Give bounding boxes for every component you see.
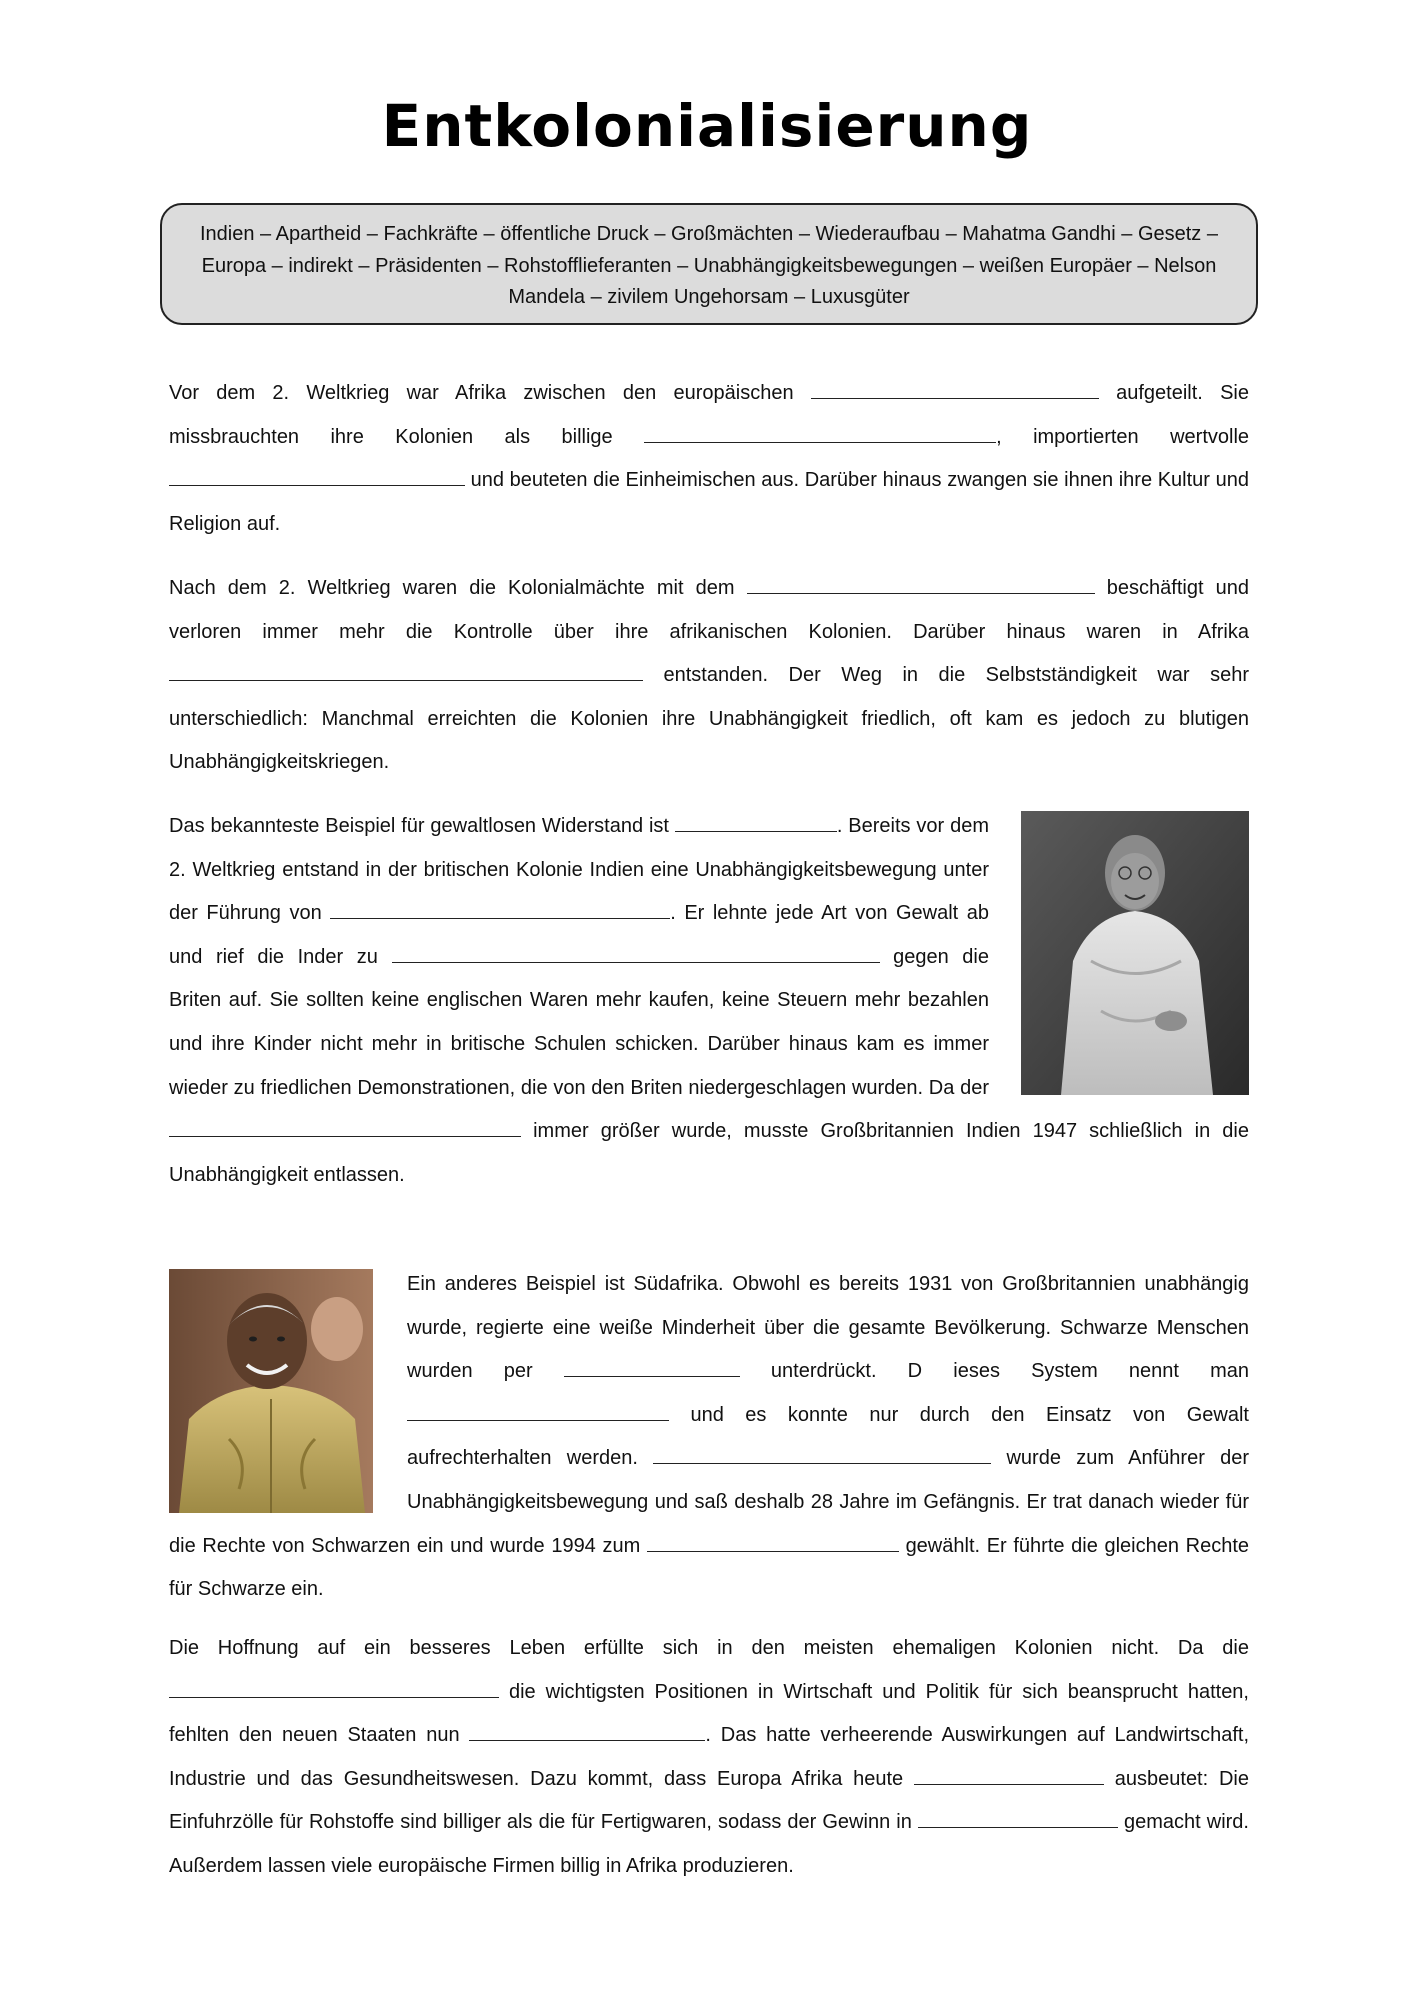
paragraph-2 <box>169 567 1249 785</box>
text: wurde zum Anführer der Unabhängigkeitsbewegung und saß deshalb 28 Jahre im Gefängnis. Er trat danach wieder für die Rechte von Schwarzen ein und wurde 1994 zum <box>169 1447 1250 1557</box>
blank-14[interactable] <box>169 1679 499 1698</box>
word-bank-box <box>160 203 1258 325</box>
blank-13[interactable] <box>647 1533 899 1552</box>
word-bank-text: Indien – Apartheid – Fachkräfte – öffentliche Druck – Großmächten – Wiederaufbau – Mahatma Gandhi – Gesetz – Europa – indirekt – Präsidenten – Rohstofflieferanten – Unabhängigkeitsbewegungen – weißen Europäer – Nelson Mandela – zivilem Ungehorsam – Luxusgüter <box>200 223 1218 308</box>
blank-12[interactable] <box>653 1445 991 1464</box>
blank-1[interactable] <box>811 380 1099 399</box>
text: Die Hoffnung auf ein besseres Leben erfüllte sich in den meisten ehemaligen Kolonien nicht. Da die <box>169 1637 1249 1659</box>
blank-2[interactable] <box>644 424 996 443</box>
text: Vor dem 2. Weltkrieg war Afrika zwischen den europäischen <box>169 382 794 404</box>
blank-8[interactable] <box>392 944 880 963</box>
text: Das bekannteste Beispiel für gewaltlosen Widerstand ist <box>169 815 669 837</box>
paragraph-5 <box>169 1627 1249 1889</box>
blank-6[interactable] <box>675 813 837 832</box>
blank-4[interactable] <box>747 575 1095 594</box>
text: und es konnte nur durch den Einsatz von Gewalt aufrechterhalten werden. <box>407 1403 1249 1470</box>
paragraph-3 <box>169 805 1249 1197</box>
text: und beuteten die Einheimischen aus. Darüber hinaus zwangen sie ihnen ihre Kultur und Religion auf. <box>169 469 1249 535</box>
text: Ein anderes Beispiel ist Südafrika. Obwohl es bereits 1931 von Großbritannien unabhängig wurde, regierte eine weiße Minderheit über die gesamte Bevölkerung. Schwarze Menschen wurden per <box>407 1273 1249 1383</box>
text: . Bereits vor dem 2. Weltkrieg entstand in der britischen Kolonie Indien eine Unabhängigkeitsbewegung unter der Führung von <box>169 815 989 925</box>
text: Nach dem 2. Weltkrieg waren die Kolonialmächte mit dem <box>169 577 735 599</box>
blank-9[interactable] <box>169 1118 521 1137</box>
blank-11[interactable] <box>407 1402 669 1421</box>
text: immer größer wurde, musste Großbritannien Indien 1947 schließlich in die Unabhängigkeit entlassen. <box>169 1120 1249 1186</box>
paragraph-1 <box>169 372 1249 546</box>
blank-10[interactable] <box>564 1358 740 1377</box>
mandela-photo <box>169 1269 373 1513</box>
text: unterdrückt. D ieses System nennt man <box>770 1360 1249 1383</box>
blank-3[interactable] <box>169 467 465 486</box>
blank-15[interactable] <box>469 1722 705 1741</box>
paragraph-4 <box>169 1263 1249 1612</box>
text: die wichtigsten Positionen in Wirtschaft und Politik für sich beansprucht hatten, fehlten den neuen Staaten nun <box>169 1680 1249 1747</box>
text: , importierten wertvolle <box>996 425 1250 448</box>
blank-16[interactable] <box>914 1766 1104 1785</box>
gandhi-photo <box>1021 811 1249 1095</box>
text: . Er lehnte jede Art von Gewalt ab und rief die Inder zu <box>169 902 989 968</box>
text: . Das hatte verheerende Auswirkungen auf Landwirtschaft, Industrie und das Gesundheitswesen. Dazu kommt, dass Europa Afrika heute <box>169 1724 1250 1790</box>
blank-17[interactable] <box>918 1809 1118 1828</box>
text: ausbeutet: Die Einfuhrzölle für Rohstoffe sind billiger als die für Fertigwaren, sodass der Gewinn in <box>169 1767 1249 1834</box>
text: gewählt. Er führte die gleichen Rechte für Schwarze ein. <box>169 1534 1250 1601</box>
text: beschäftigt und verloren immer mehr die Kontrolle über ihre afrikanischen Kolonien. Darüber hinaus waren in Afrika <box>169 577 1249 643</box>
blank-5[interactable] <box>169 662 643 681</box>
text: entstanden. Der Weg in die Selbstständigkeit war sehr unterschiedlich: Manchmal erreichten die Kolonien ihre Unabhängigkeit friedlich, oft kam es jedoch zu blutigen Unabhängigkeitskriegen. <box>169 664 1249 774</box>
text: aufgeteilt. Sie missbrauchten ihre Kolonien als billige <box>169 382 1249 448</box>
page-title: Entkolonialisierung <box>381 92 1033 160</box>
text: gegen die Briten auf. Sie sollten keine englischen Waren mehr kaufen, keine Steuern mehr bezahlen und ihre Kinder nicht mehr in britische Schulen schicken. Darüber hinaus kam es immer wieder zu friedlichen Demonstrationen, die von den Briten niedergeschlagen wurden. Da der <box>169 945 989 1099</box>
text: gemacht wird. Außerdem lassen viele europäische Firmen billig in Afrika produzieren. <box>169 1811 1249 1877</box>
blank-7[interactable] <box>330 900 670 919</box>
